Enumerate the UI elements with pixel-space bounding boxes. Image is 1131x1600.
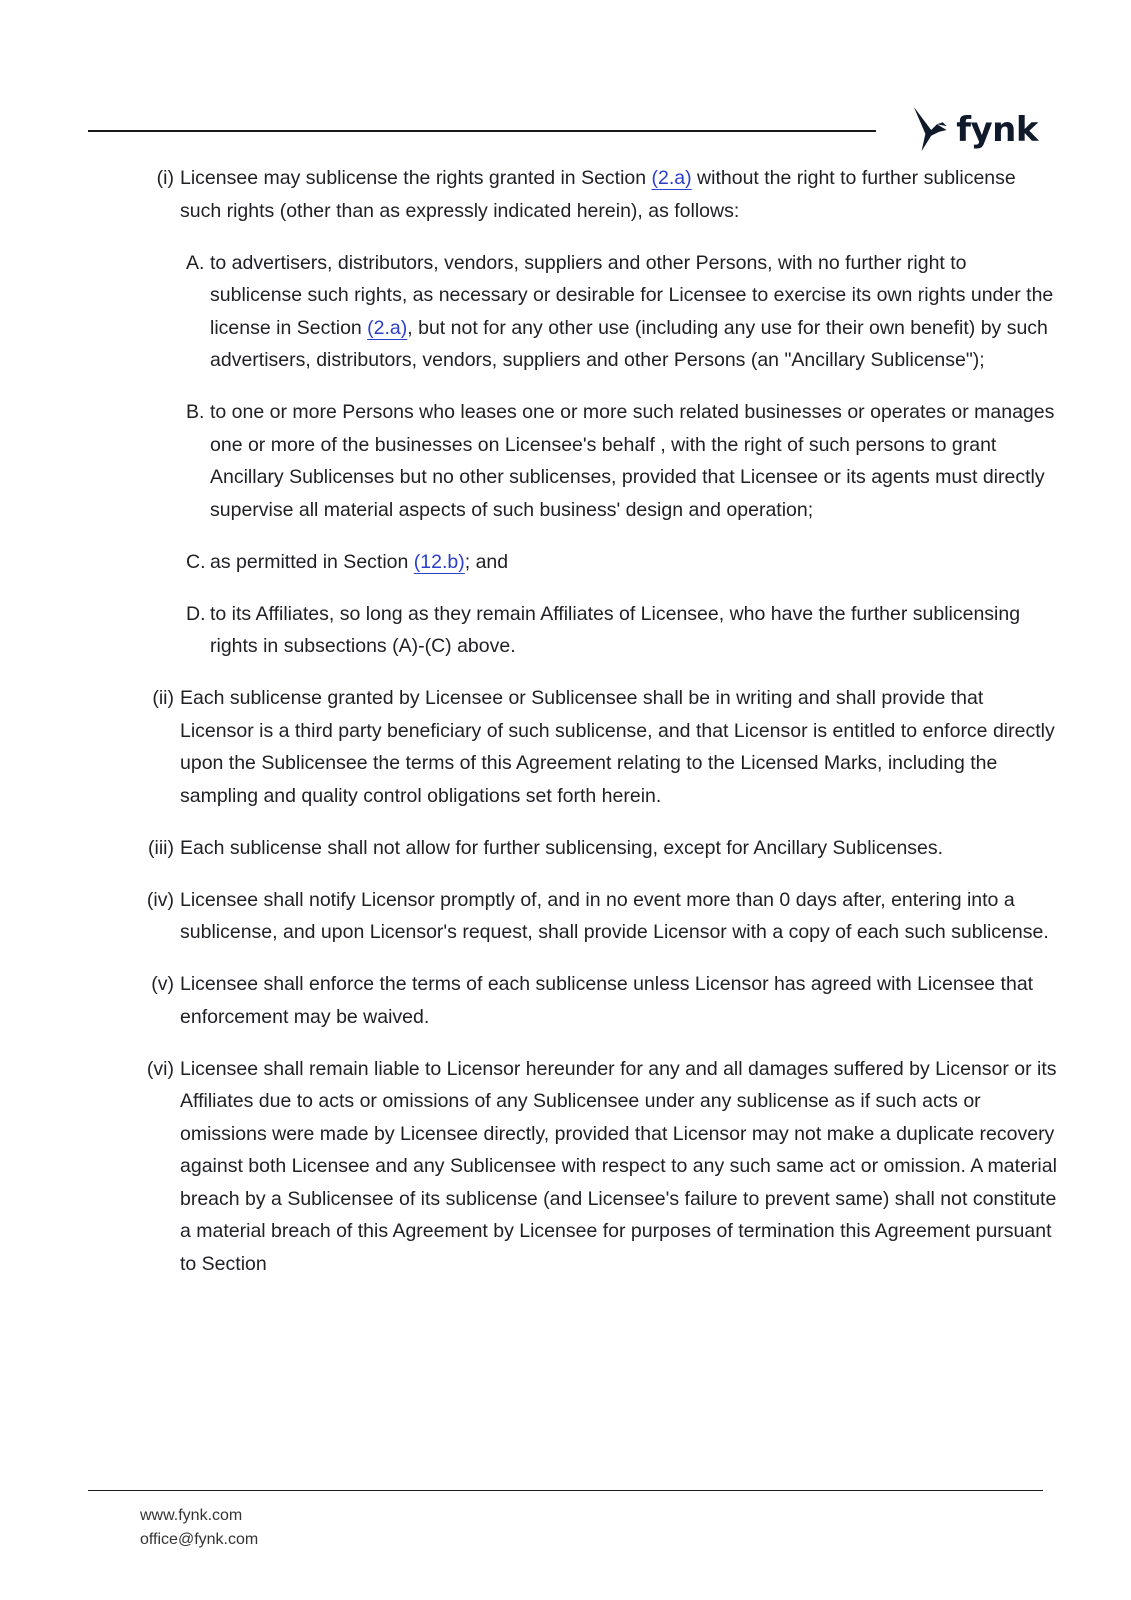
clause-marker: (vi) <box>146 1057 174 1080</box>
subclause-c <box>0 546 1131 579</box>
section-link-12b[interactable]: (12.b) <box>413 550 465 573</box>
clause-marker: (ii) <box>152 687 174 709</box>
subclause-marker: A. <box>186 251 205 274</box>
clause-text: Each sublicense shall not allow for further sublicensing, except for Ancillary Sublicenses. <box>180 836 944 859</box>
subclause-text: to its Affiliates, so long as they remain Affiliates of Licensee, who have the further sublicensing rights in subsections (A)-(C) above. <box>210 602 1021 657</box>
subclause-marker: C. <box>186 550 206 573</box>
subclause-marker: B. <box>186 401 205 423</box>
section-link-2a[interactable]: (2.a) <box>651 167 692 189</box>
footer-website[interactable]: www.fynk.com <box>140 1507 243 1524</box>
header-divider <box>88 130 876 132</box>
clause-text: Licensee shall notify Licensor promptly of, and in no event more than 0 days after, entering into a sublicense, and upon Licensor's request, shall provide Licensor with a copy of each such sublicense. <box>180 888 1049 943</box>
subclause-text: as permitted in Section (12.b); and <box>210 550 509 573</box>
footer-divider <box>88 1490 1043 1491</box>
subclause-b <box>0 396 1131 526</box>
clause-text: Each sublicense granted by Licensee or Sublicensee shall be in writing and shall provide that Licensor is a third party beneficiary of such sublicense, and that Licensor is entitled to enforce directly upon the Sublicensee the terms of this Agreement relating to the Licensed Marks, including the sampling and quality control obligations set forth herein. <box>180 687 1055 807</box>
subclause-a <box>0 247 1131 377</box>
clause-marker: (v) <box>151 973 174 995</box>
subclause-d <box>0 598 1131 663</box>
clause-ii <box>0 682 1131 812</box>
clause-text: Licensee shall remain liable to Licensor hereunder for any and all damages suffered by Licensor or its Affiliates due to acts or omissions of any Sublicensee under any sublicense as if such acts or omissions were made by Licensee directly, provided that Licensor may not make a duplicate recovery against both Licensee and any Sublicensee with respect to any such same act or omission. A material breach by a Sublicensee of its sublicense (and Licensee's failure to prevent same) shall not constitute a material breach of this Agreement by Licensee for purposes of termination this Agreement pursuant to Section <box>180 1057 1057 1275</box>
document-body <box>0 162 1131 1300</box>
clause-iii <box>0 832 1131 865</box>
subclause-text: to advertisers, distributors, vendors, suppliers and other Persons, with no further right to sublicense such rights, as necessary or desirable for Licensee to exercise its own rights under the license in Section (2.a), but not for any other use (including any use for their own benefit) by such advertisers, distributors, vendors, suppliers and other Persons (an "Ancillary Sublicense"); <box>210 251 1054 371</box>
clause-text: Licensee shall enforce the terms of each sublicense unless Licensor has agreed with Licensee that enforcement may be waived. <box>180 973 1034 1028</box>
subclause-marker: D. <box>186 602 206 625</box>
clause-iv <box>0 884 1131 949</box>
subclause-text: to one or more Persons who leases one or more such related businesses or operates or manages one or more of the businesses on Licensee's behalf , with the right of such persons to grant Ancillary Sublicenses but no other sublicenses, provided that Licensee or its agents must directly supervise all material aspects of such business' design and operation; <box>210 401 1055 521</box>
clause-i <box>0 162 1131 227</box>
section-link-2a[interactable]: (2.a) <box>367 316 408 339</box>
bird-icon <box>908 104 958 156</box>
clause-vi <box>0 1053 1131 1281</box>
clause-v <box>0 968 1131 1033</box>
fynk-logo <box>908 104 1038 156</box>
footer <box>140 1504 258 1552</box>
brand-name: fynk <box>956 110 1038 150</box>
clause-marker: (i) <box>156 167 174 189</box>
footer-email[interactable]: office@fynk.com <box>140 1531 259 1548</box>
clause-marker: (iii) <box>148 836 174 859</box>
clause-marker: (iv) <box>146 888 174 911</box>
clause-text: Licensee may sublicense the rights granted in Section (2.a) without the right to further sublicense such rights (other than as expressly indicated herein), as follows: <box>180 167 1016 222</box>
